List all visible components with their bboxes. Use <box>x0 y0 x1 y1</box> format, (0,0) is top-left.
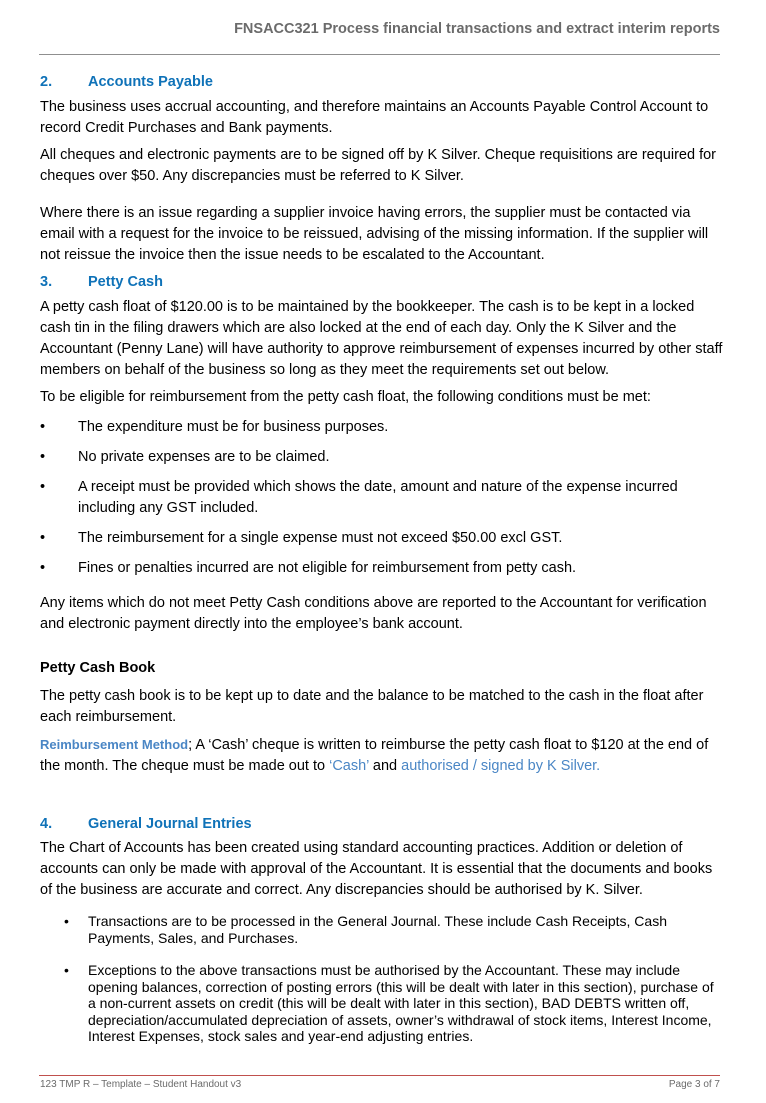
section-number: 4. <box>40 816 53 832</box>
paragraph: The Chart of Accounts has been created using standard accounting practices. Addition or deletion of accounts can only be made with approval of the Accountant. It is essential that the documents and books of the business are accurate and correct. Any discrepancies should be authorised by K. Silver. <box>40 840 713 898</box>
bullet-icon: • <box>40 419 46 435</box>
section-title: Petty Cash <box>88 274 163 290</box>
bullet-icon: • <box>40 530 46 546</box>
bullet-icon: • <box>64 913 69 929</box>
paragraph: All cheques and electronic payments are to be signed off by K Silver. Cheque requisitions are required for cheques over $50. Any discrepancies must be referred to K Silver. <box>40 147 716 184</box>
subheading-petty-cash-book: Petty Cash Book <box>40 660 156 676</box>
bullet-icon: • <box>40 449 46 465</box>
bullet-icon: • <box>40 560 46 576</box>
section-title: Accounts Payable <box>88 74 213 90</box>
list-item: • The reimbursement for a single expense must not exceed $50.00 excl GST. <box>40 528 725 549</box>
list-item: • No private expenses are to be claimed. <box>40 447 725 468</box>
cash-highlight: ‘Cash’ <box>329 758 369 774</box>
journal-list <box>40 913 725 1045</box>
reimbursement-method-label: Reimbursement Method <box>40 737 189 752</box>
eligibility-list <box>40 417 725 579</box>
section-heading-petty-cash <box>40 272 725 292</box>
header-title: FNSACC321 Process financial transactions and extract interim reports <box>234 21 720 37</box>
section-title: General Journal Entries <box>88 816 252 832</box>
section-number: 2. <box>40 74 53 90</box>
paragraph: Where there is an issue regarding a supplier invoice having errors, the supplier must be contacted via email with a request for the invoice to be reissued, advising of the missing information. If the supplier will not reissue the invoice then the issue needs to be escalated to the Accountant. <box>40 205 709 263</box>
section-heading-general-journal <box>40 814 725 834</box>
list-item: • A receipt must be provided which shows the date, amount and nature of the expense incurred including any GST included. <box>40 479 678 516</box>
section-heading-accounts-payable <box>40 72 725 92</box>
paragraph: To be eligible for reimbursement from the petty cash float, the following conditions must be met: <box>40 389 651 405</box>
signed-highlight: authorised / signed by K Silver. <box>401 758 601 774</box>
list-item: • The expenditure must be for business purposes. <box>40 417 725 438</box>
footer-page-number: Page 3 of 7 <box>668 1079 720 1090</box>
list-item: • Fines or penalties incurred are not eligible for reimbursement from petty cash. <box>40 558 725 579</box>
paragraph: A petty cash float of $120.00 is to be maintained by the bookkeeper. The cash is to be kept in a locked cash tin in the filing drawers which are also locked at the end of each day. Only the K Silver and the Accountant (Penny Lane) will have authority to approve reimbursement of expenses incurred by other staff members on behalf of the business so long as they meet the requirements set out below. <box>40 299 723 378</box>
paragraph: The petty cash book is to be kept up to date and the balance to be matched to the cash in the float after each reimbursement. <box>40 688 704 725</box>
reimbursement-method-paragraph: Reimbursement Method; A ‘Cash’ cheque is written to reimburse the petty cash float to $120 at the end of the month. The cheque must be made out to ‘Cash’ and authorised / signed by K Silver. <box>40 737 709 774</box>
section-number: 3. <box>40 274 53 290</box>
paragraph: The business uses accrual accounting, and therefore maintains an Accounts Payable Control Account to record Credit Purchases and Bank payments. <box>40 99 709 136</box>
bullet-icon: • <box>64 962 69 978</box>
footer-document-code: 123 TMP R – Template – Student Handout v3 <box>40 1079 242 1090</box>
list-item: • Exceptions to the above transactions must be authorised by the Accountant. These may include opening balances, correction of posting errors (this will be dealt with later in this section), purchase of a non-current assets on credit (this will be dealt with later in this section), BAD DEBTS written off, depreciation/accumulated depreciation of assets, owner’s withdrawal of stock items, Interest Income, Interest Expenses, stock sales and year-end adjusting entries. <box>64 962 714 1044</box>
document-body <box>40 72 725 1061</box>
list-item: • Transactions are to be processed in the General Journal. These include Cash Receipts, Cash Payments, Sales, and Purchases. <box>64 913 667 946</box>
footer-divider <box>39 1075 720 1076</box>
paragraph: Any items which do not meet Petty Cash conditions above are reported to the Accountant for verification and electronic payment directly into the employee’s bank account. <box>40 595 707 632</box>
header-divider <box>39 54 720 55</box>
bullet-icon: • <box>40 479 46 495</box>
